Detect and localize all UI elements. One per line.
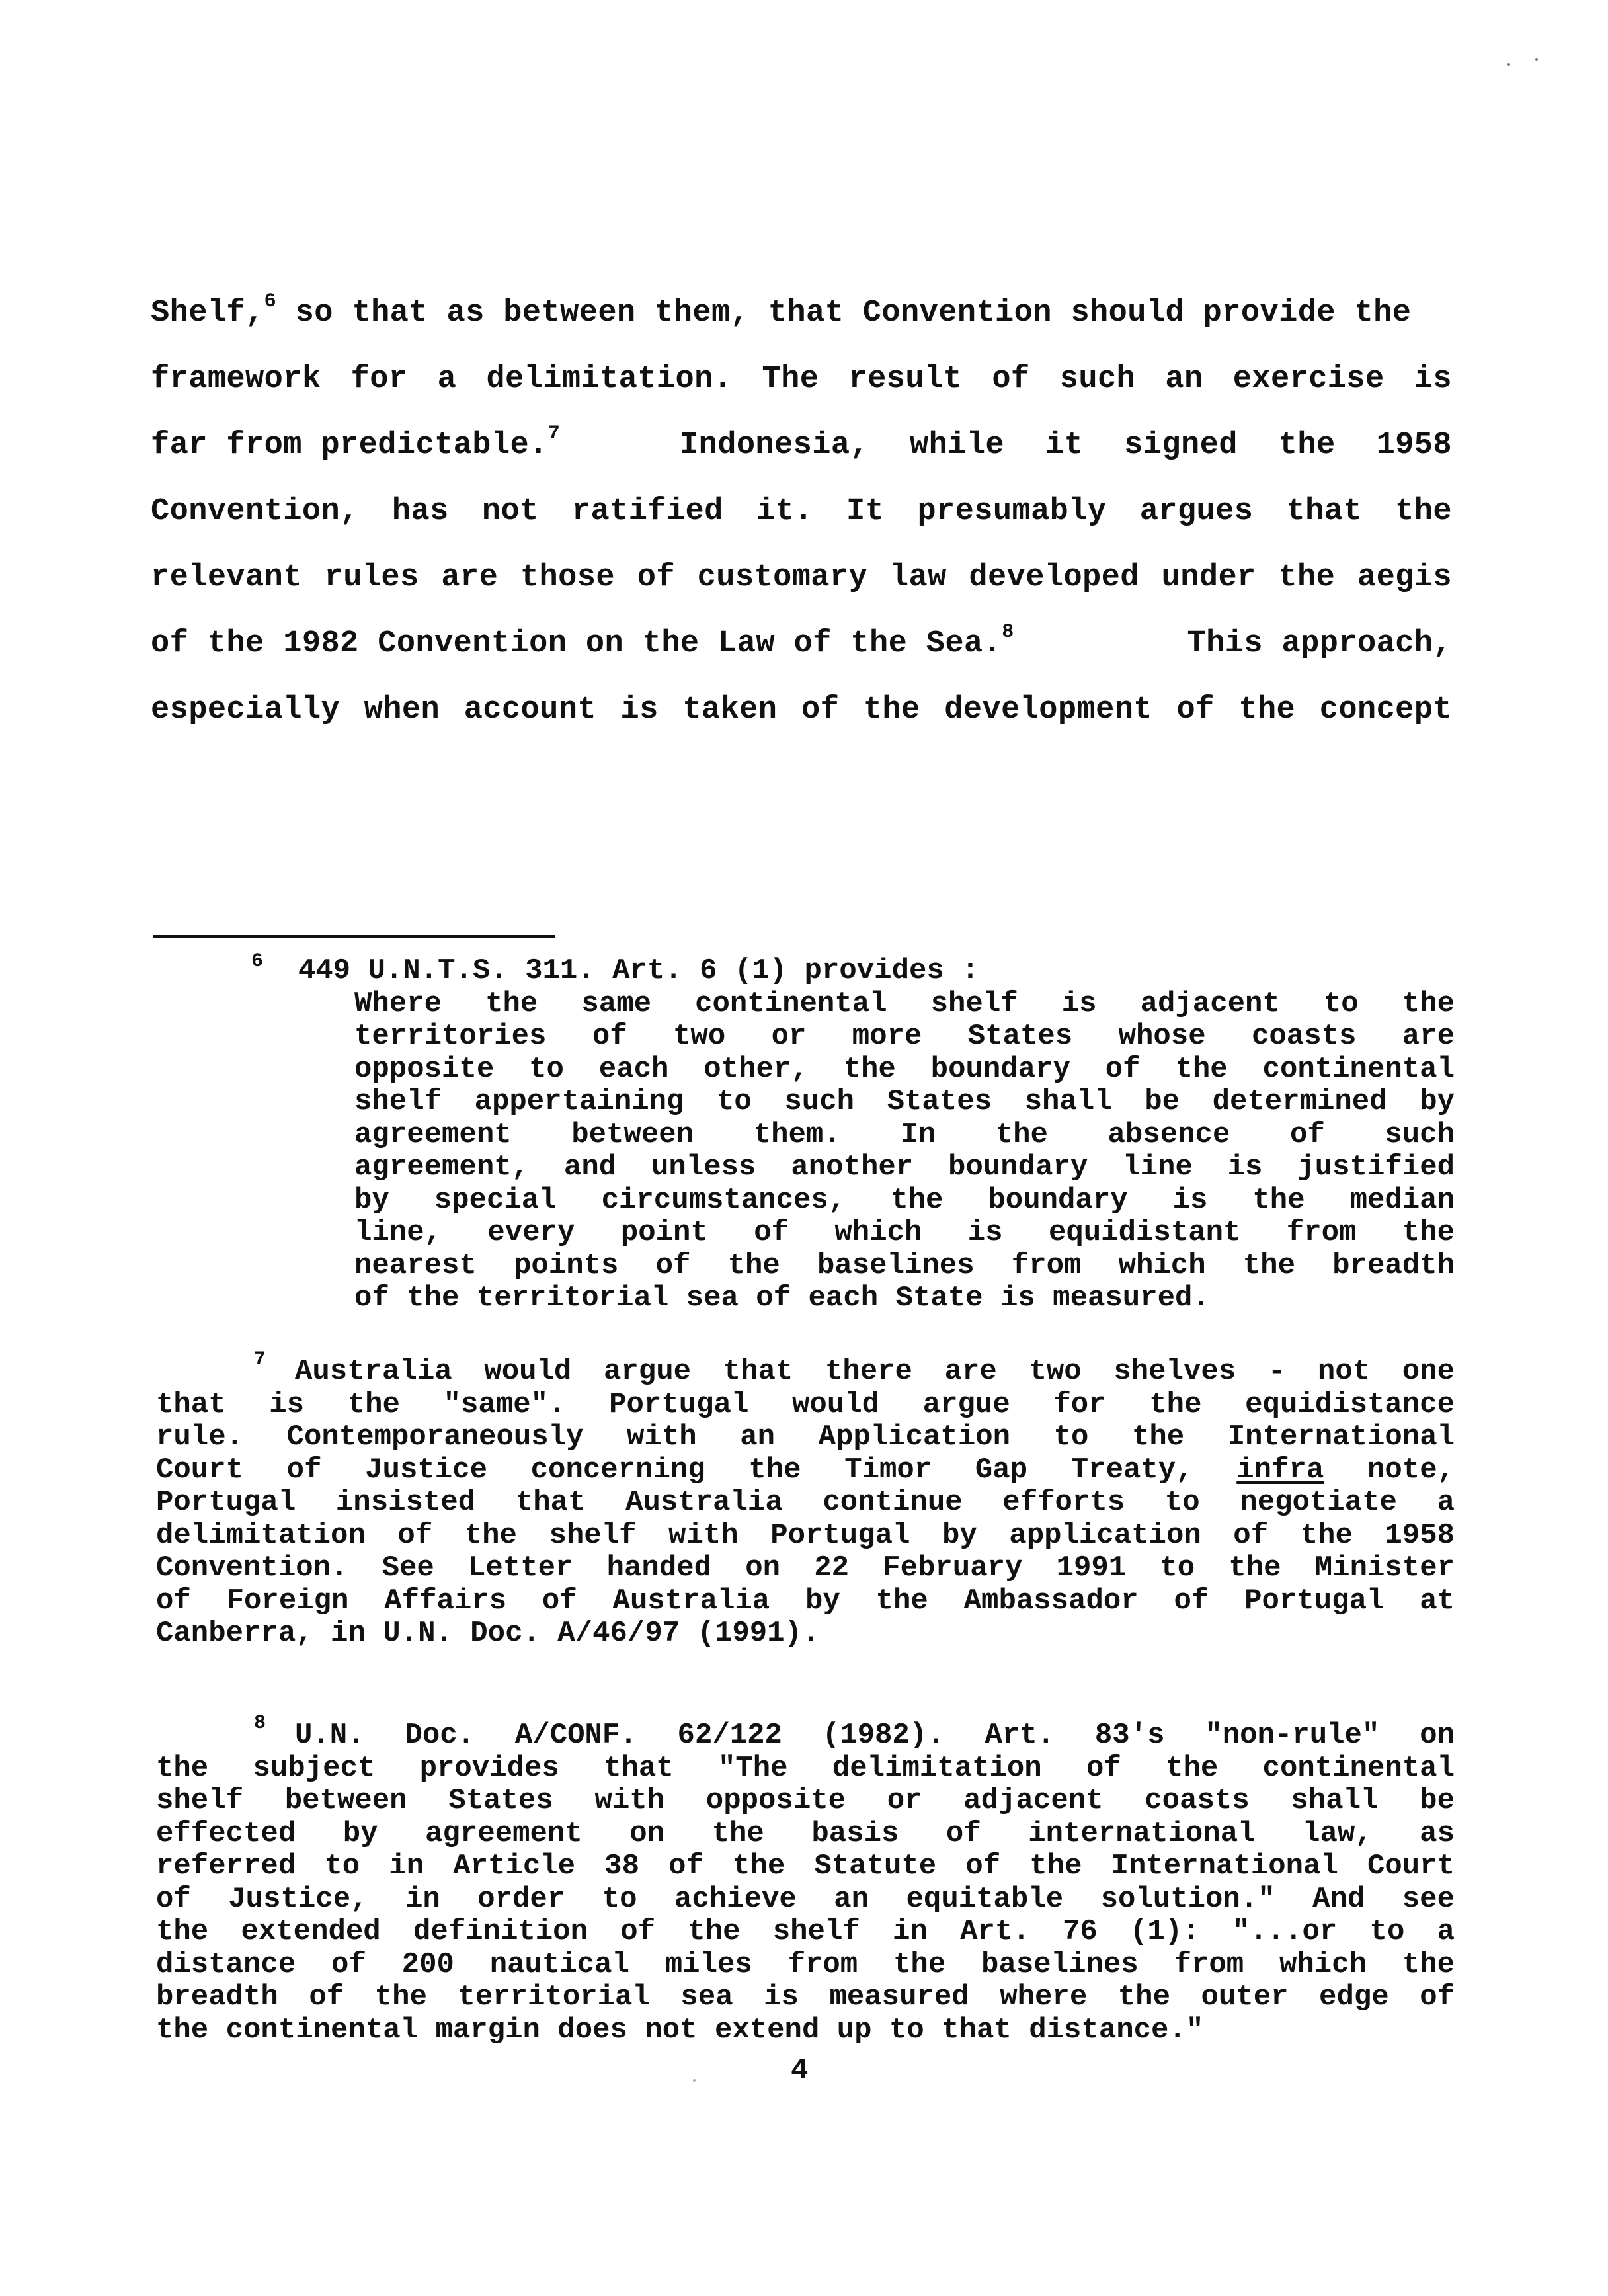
body-line-5: relevant rules are those of customary law developed under the aegis — [151, 560, 1452, 595]
body-line-1: Shelf,$^6$ so that as between them, that Convention should provide the — [151, 290, 1412, 331]
footnote-separator — [153, 935, 555, 938]
page-number: 4 — [791, 2054, 809, 2087]
scan-speck — [693, 2079, 696, 2082]
footnote-6-intro: 449 U.N.T.S. 311. Art. 6 (1) provides : — [298, 954, 979, 987]
body-line-4: Convention, has not ratified it. It presumably argues that the — [151, 494, 1452, 529]
footnote-7-mark: 7 — [254, 1348, 266, 1371]
body-line-7: especially when account is taken of the development of the concept — [151, 692, 1452, 727]
footnote-6-quote: Where the same continental shelf is adjacent to the territories of two or more States whose coasts are opposite to each other, the boundary of the continental shelf appertaining to such States shall be determined by agreement between them. In the absence of such agreement, and unless another boundary line is justified by special circumstances, the boundary is the median line, every point of which is equidistant from the nearest points of the baselines from which the breadth of the territorial sea of each State is measured. — [354, 987, 1455, 1315]
scan-speck — [1508, 63, 1510, 66]
footnote-7: 7 Australia would argue that there are two shelves - not one that is the "same". Portugal would argue for the equidistance rule. Contemporaneously with an Application to the International Court of Justice concerning the Timor Gap Treaty, infra note, Portugal insisted that Australia continue efforts to negotiate a delimitation of the shelf with Portugal by application of the 1958 Convention. See Letter handed on 22 February 1991 to the Minister of Foreign Affairs of Australia by the Ambassador of Portugal at Canberra, in U.N. Doc. A/46/97 (1991). — [156, 1356, 1455, 1651]
footnote-8-mark: 8 — [254, 1712, 266, 1735]
body-line-3: far from predictable.$^7$ Indonesia, while it signed the 1958 — [151, 423, 1452, 463]
footnote-ref-6: 6 — [264, 290, 277, 313]
footnote-6 — [251, 950, 1455, 991]
body-line-2: framework for a delimitation. The result of such an exercise is — [151, 362, 1452, 397]
footnote-ref-8: 8 — [1002, 621, 1014, 643]
body-line-6: of the 1982 Convention on the Law of the Sea.$^8$ This approach, — [151, 621, 1452, 661]
footnote-6-mark: 6 — [251, 950, 264, 973]
footnote-8: 8 U.N. Doc. A/CONF. 62/122 (1982). Art. 83's "non-rule" on the subject provides that "The delimitation of the continental shelf between States with opposite or adjacent coasts shall be effected by agreement on the basis of international law, as referred to in Article 38 of the Statute of the International Court of Justice, in order to achieve an equitable solution." And see the extended definition of the shelf in Art. 76 (1): "...or to a distance of 200 nautical miles from the baselines from which the breadth of the territorial sea is measured where the outer edge of the continental margin does not extend up to that distance." — [156, 1719, 1455, 2047]
scan-speck — [1535, 58, 1538, 61]
footnote-ref-7: 7 — [547, 423, 561, 445]
